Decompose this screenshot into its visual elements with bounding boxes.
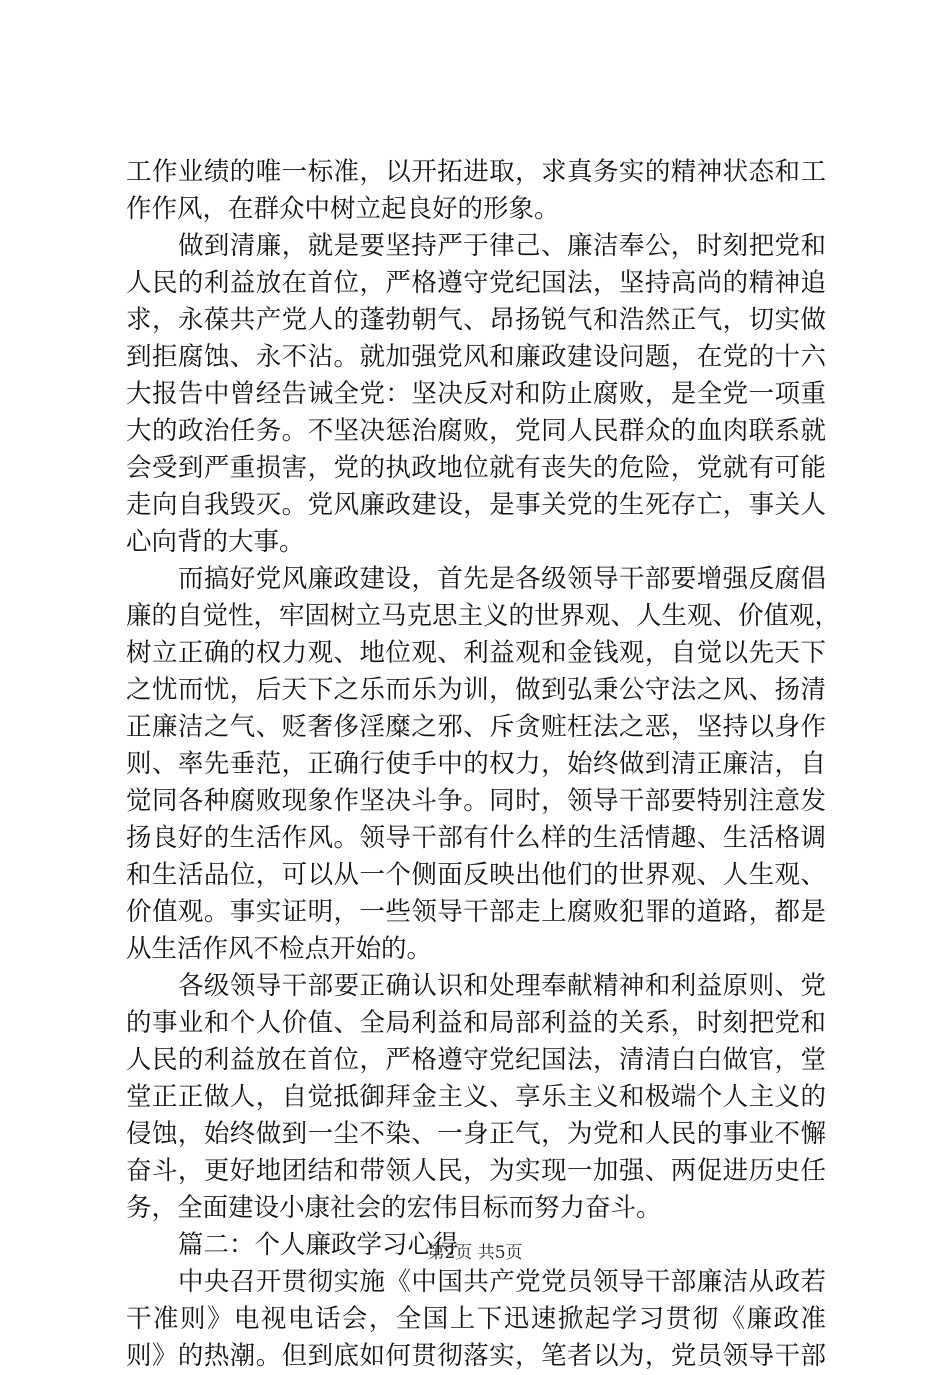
text-line: 求，永葆共产党人的蓬勃朝气、昂扬锐气和浩然正气，切实做: [126, 305, 826, 335]
text-line: 则、率先垂范，正确行使手中的权力，始终做到清正廉洁，自: [126, 749, 826, 779]
text-line: 走向自我毁灭。党风廉政建设，是事关党的生死存亡，事关人: [126, 490, 826, 520]
text-line: 各级领导干部要正确认识和处理奉献精神和利益原则、党: [178, 971, 826, 1001]
text-line: 做到清廉，就是要坚持严于律己、廉洁奉公，时刻把党和: [178, 231, 826, 261]
text-line: 则》的热潮。但到底如何贯彻落实，笔者以为，党员领导干部: [126, 1341, 826, 1371]
text-line: 工作业绩的唯一标准，以开拓进取，求真务实的精神状态和工: [126, 157, 826, 187]
paragraph-continuation: [126, 154, 826, 228]
text-line: 扬良好的生活作风。领导干部有什么样的生活情趣、生活格调: [126, 823, 826, 853]
text-line: 务，全面建设小康社会的宏伟目标而努力奋斗。: [126, 1193, 662, 1223]
text-line: 廉的自觉性，牢固树立马克思主义的世界观、人生观、价值观，: [126, 601, 841, 631]
paragraph-party-style: [126, 561, 841, 968]
text-line: 大报告中曾经告诫全党：坚决反对和防止腐败，是全党一项重: [126, 379, 826, 409]
paragraph-guidelines: [126, 1264, 826, 1375]
text-line: 中央召开贯彻实施《中国共产党党员领导干部廉洁从政若: [178, 1267, 826, 1297]
text-line: 到拒腐蚀、永不沾。就加强党风和廉政建设问题，在党的十六: [126, 342, 826, 372]
text-line: 心向背的大事。: [126, 527, 305, 557]
text-line: 树立正确的权力观、地位观、利益观和金钱观，自觉以先天下: [126, 638, 826, 668]
paragraph-integrity: [126, 228, 826, 561]
text-line: 的事业和个人价值、全局利益和局部利益的关系，时刻把党和: [126, 1008, 826, 1038]
document-body: [126, 154, 841, 1375]
text-line: 人民的利益放在首位，严格遵守党纪国法，清清白白做官，堂: [126, 1045, 826, 1075]
text-line: 正廉洁之气、贬奢侈淫糜之邪、斥贪赃枉法之恶，坚持以身作: [126, 712, 826, 742]
page-number: 第2页 共5页: [427, 1243, 523, 1263]
text-line: 而搞好党风廉政建设，首先是各级领导干部要增强反腐倡: [178, 564, 826, 594]
text-line: 干准则》电视电话会，全国上下迅速掀起学习贯彻《廉政准: [126, 1304, 826, 1334]
text-line: 价值观。事实证明，一些领导干部走上腐败犯罪的道路，都是: [126, 897, 826, 927]
text-line: 之忧而忧，后天下之乐而乐为训，做到弘秉公守法之风、扬清: [126, 675, 826, 705]
text-line: 和生活品位，可以从一个侧面反映出他们的世界观、人生观、: [126, 860, 826, 890]
section-title: 篇二：个人廉政学习心得: [178, 1230, 459, 1260]
text-line: 会受到严重损害，党的执政地位就有丧失的危险，党就有可能: [126, 453, 826, 483]
text-line: 大的政治任务。不坚决惩治腐败，党同人民群众的血肉联系就: [126, 416, 826, 446]
text-line: 奋斗，更好地团结和带领人民，为实现一加强、两促进历史任: [126, 1156, 826, 1186]
text-line: 侵蚀，始终做到一尘不染、一身正气，为党和人民的事业不懈: [126, 1119, 826, 1149]
text-line: 从生活作风不检点开始的。: [126, 934, 433, 964]
text-line: 堂正正做人，自觉抵御拜金主义、享乐主义和极端个人主义的: [126, 1082, 826, 1112]
text-line: 人民的利益放在首位，严格遵守党纪国法，坚持高尚的精神追: [126, 268, 826, 298]
text-line: 觉同各种腐败现象作坚决斗争。同时，领导干部要特别注意发: [126, 786, 826, 816]
text-line: 作作风，在群众中树立起良好的形象。: [126, 194, 560, 224]
paragraph-leaders: [126, 968, 826, 1227]
